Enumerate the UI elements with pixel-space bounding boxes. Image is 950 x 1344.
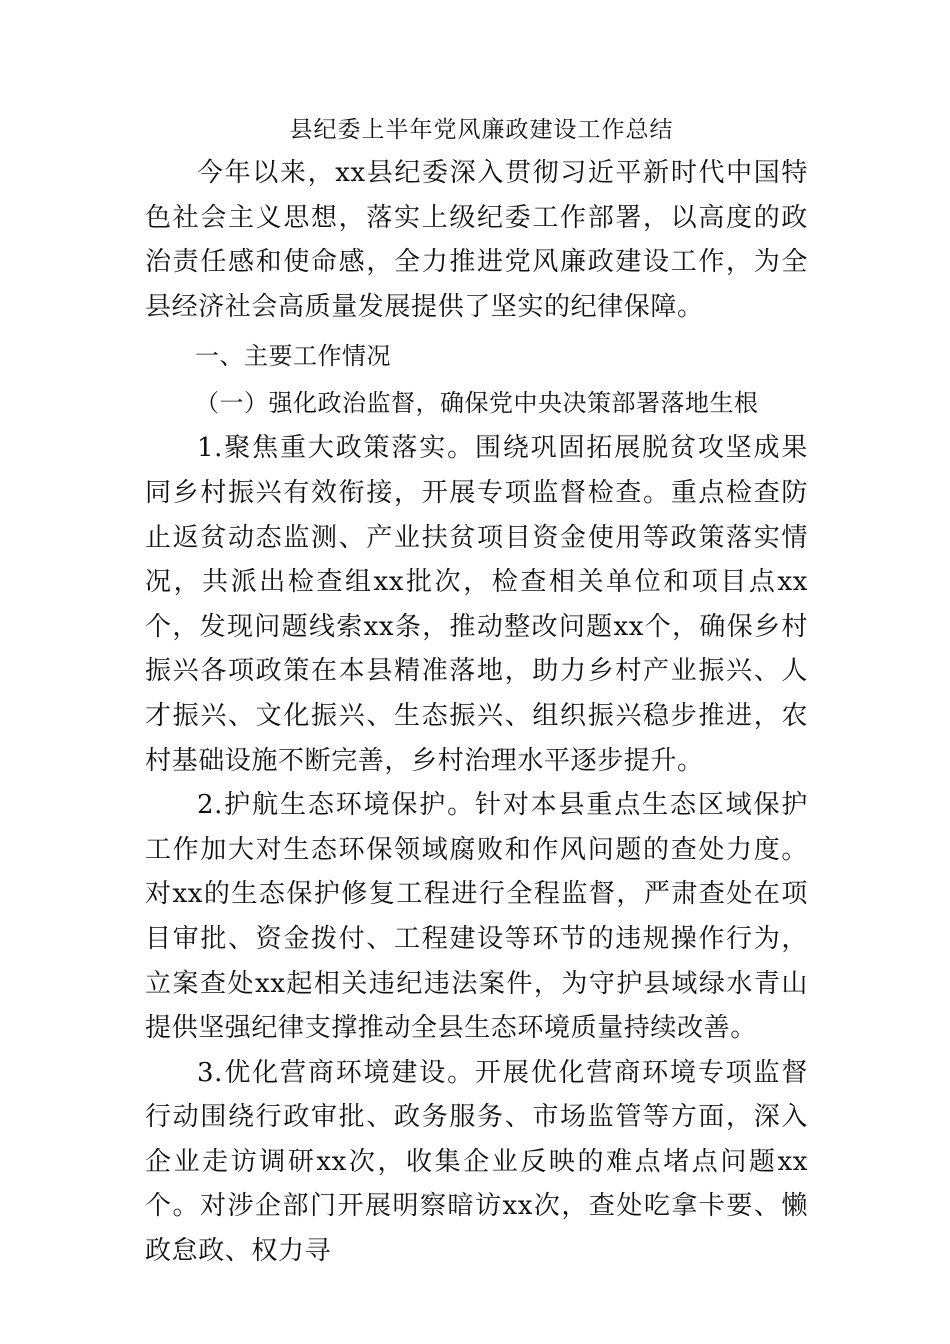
- intro-paragraph: 今年以来，xx县纪委深入贯彻习近平新时代中国特色社会主义思想，落实上级纪委工作部署，以高度的政治责任感和使命感，全力推进党风廉政建设工作，为全县经济社会高质量发展提供了坚实的纪律保障。: [145, 158, 808, 322]
- paragraph-item-1: 1.聚焦重大政策落实。围绕巩固拓展脱贫攻坚成果同乡村振兴有效衔接，开展专项监督检查。重点检查防止返贫动态监测、产业扶贫项目资金使用等政策落实情况，共派出检查组xx批次，检查相关单位和项目点xx个，发现问题线索xx条，推动整改问题xx个，确保乡村振兴各项政策在本县精准落地，助力乡村产业振兴、人才振兴、文化振兴、生态振兴、组织振兴稳步推进，农村基础设施不断完善，乡村治理水平逐步提升。: [145, 433, 808, 776]
- paragraph-item-3: 3.优化营商环境建设。开展优化营商环境专项监督行动围绕行政审批、政务服务、市场监管等方面，深入企业走访调研xx次，收集企业反映的难点堵点问题xx个。对涉企部门开展明察暗访xx次，查处吃拿卡要、懒政怠政、权力寻: [145, 1057, 808, 1267]
- subsection-heading-political-supervision: （一）强化政治监督，确保党中央决策部署落地生根: [195, 389, 759, 418]
- document-title: 县纪委上半年党风廉政建设工作总结: [289, 117, 674, 143]
- document-page: [145, 112, 808, 1274]
- paragraph-item-2: 2.护航生态环境保护。针对本县重点生态区域保护工作加大对生态环保领域腐败和作风问题的查处力度。对xx的生态保护修复工程进行全程监督，严肃查处在项目审批、资金拨付、工程建设等环节的违规操作行为，立案查处xx起相关违纪违法案件，为守护县域绿水青山提供坚强纪律支撑推动全县生态环境质量持续改善。: [145, 790, 808, 1044]
- section-heading-main-work: 一、主要工作情况: [195, 342, 391, 371]
